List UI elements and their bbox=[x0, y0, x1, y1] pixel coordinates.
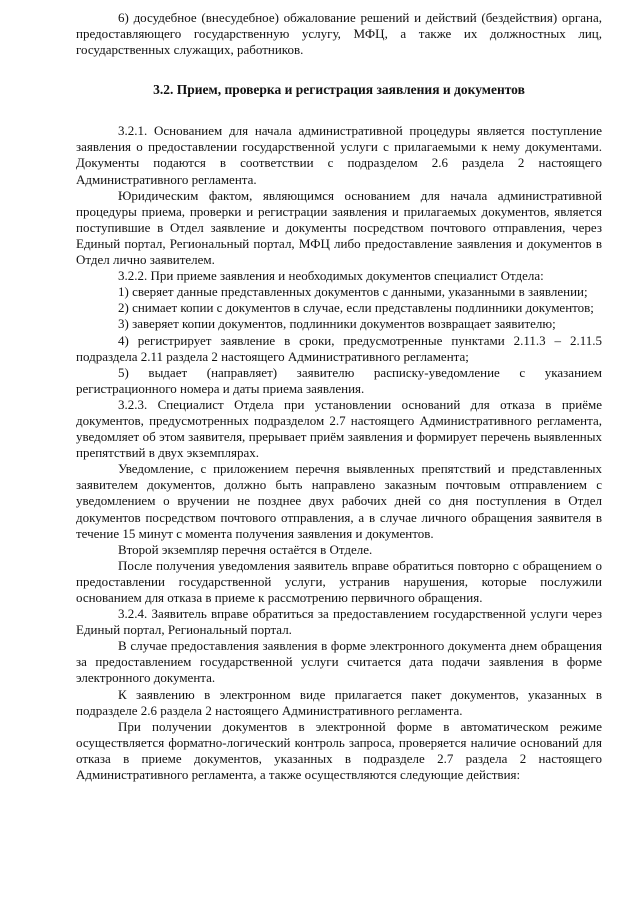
paragraph: При получении документов в электронной форме в автоматическом режиме осуществляется форматно-логический контроль запроса, проверяется наличие оснований для отказа в приеме документов, указанных в подразделе 2.7 раздела 2 настоящего Административного регламента, а также осуществляются следующие действия: bbox=[76, 718, 602, 783]
paragraph: Юридическим фактом, являющимся основанием для начала административной процедуры приема, проверки и регистрации заявления и прилагаемых документов, является поступившие в Отдел заявление и документы посредством почтового отправления, через Единый портал, Региональный портал, МФЦ либо предоставление заявления и документов в Отдел лично заявителем. bbox=[76, 187, 602, 268]
list-item: 4) регистрирует заявление в сроки, предусмотренные пунктами 2.11.3 – 2.11.5 подраздела 2.11 раздела 2 настоящего Административного регламента; bbox=[76, 332, 602, 364]
paragraph: В случае предоставления заявления в форме электронного документа днем обращения за предоставлением государственной услуги считается дата подачи заявления в форме электронного документа. bbox=[76, 638, 602, 686]
paragraph: После получения уведомления заявитель вправе обратиться повторно с обращением о предоставлении государственной услуги, устранив нарушения, которые послужили основанием для отказа в приеме к рассмотрению первичного обращения. bbox=[76, 557, 602, 605]
list-item: 3) заверяет копии документов, подлинники документов возвращает заявителю; bbox=[118, 316, 556, 332]
paragraph: Уведомление, с приложением перечня выявленных препятствий и представленных заявителем документов, должно быть направлено заказным почтовым отправлением с уведомлением о вручении не позднее двух рабочих дней со дня поступления в Отдел документов посредством почтового отправления, а в случае личного обращения заявителя в течение 15 минут с момента получения заявления и документов. bbox=[76, 461, 602, 541]
section-title: 3.2. Прием, проверка и регистрация заявления и документов bbox=[153, 82, 525, 98]
list-item: 2) снимает копии с документов в случае, если представлены подлинники документов; bbox=[118, 300, 594, 316]
intro-paragraph: 6) досудебное (внесудебное) обжалование решений и действий (бездействия) органа, предоставляющего государственную услугу, МФЦ, а также их должностных лиц, государственных служащих, работников. bbox=[76, 10, 602, 58]
list-item: 1) сверяет данные представленных документов с данными, указанными в заявлении; bbox=[118, 284, 588, 300]
paragraph: 3.2.2. При приеме заявления и необходимых документов специалист Отдела: bbox=[118, 268, 544, 284]
paragraph: 3.2.1. Основанием для начала административной процедуры является поступление заявления о предоставлении государственной услуги с прилагаемыми к нему документами. Документы подаются в соответствии с подразделом 2.6 раздела 2 настоящего Административного регламента. bbox=[76, 123, 602, 187]
document-body bbox=[76, 10, 602, 783]
paragraph: Второй экземпляр перечня остаётся в Отделе. bbox=[118, 541, 373, 557]
paragraph: 3.2.4. Заявитель вправе обратиться за предоставлением государственной услуги через Единый портал, Региональный портал. bbox=[76, 606, 602, 638]
paragraph: К заявлению в электронном виде прилагается пакет документов, указанных в подразделе 2.6 раздела 2 настоящего Административного регламента. bbox=[76, 686, 602, 718]
paragraph: 3.2.3. Специалист Отдела при установлении оснований для отказа в приёме документов, предусмотренных подразделом 2.7 настоящего Административного регламента, уведомляет об этом заявителя, прерывает приём заявления и формирует перечень выявленных препятствий в двух экземплярах. bbox=[76, 396, 602, 461]
list-item: 5) выдает (направляет) заявителю расписку-уведомление с указанием регистрационного номера и даты приема заявления. bbox=[76, 364, 602, 396]
